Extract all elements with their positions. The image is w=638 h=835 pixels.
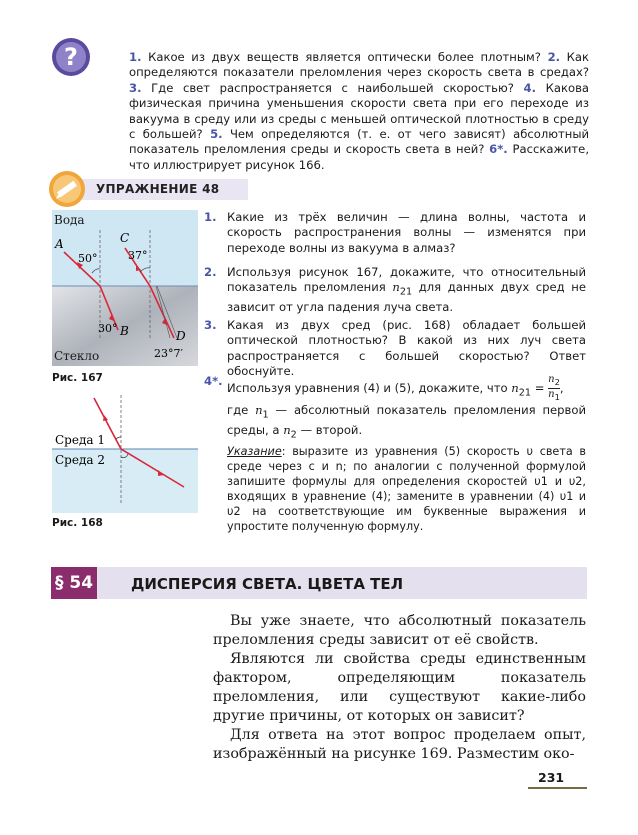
label-glass: Стекло [54, 349, 100, 363]
svg-text:?: ? [64, 43, 78, 71]
task-1: 1. Какие из трёх величин — длина волны, частота и скорость распространения волны — изменятся при переходе волны из вакуума в алмаз? [204, 210, 586, 255]
body-text [213, 612, 586, 764]
caption-168: Рис. 168 [52, 517, 103, 529]
label-water: Вода [54, 213, 85, 227]
caption-167: Рис. 167 [52, 372, 103, 384]
point-a: A [55, 237, 64, 251]
question-icon [51, 37, 91, 77]
paragraph-1: Вы уже знаете, что абсолютный показатель преломления среды зависит от её свойств. [213, 613, 586, 648]
task-4: 4*. Используя уравнения (4) и (5), докажите, что $n_{21}$ = $\frac{n_2}{n_1}$ , где $n_1$ — абсолютный показатель преломления первой среды, а $n_2$ — второй. [204, 374, 586, 440]
angle-50: 50° [78, 252, 98, 265]
section-title: ДИСПЕРСИЯ СВЕТА. ЦВЕТА ТЕЛ [131, 575, 404, 593]
figure-168 [52, 395, 198, 513]
pencil-icon [48, 170, 86, 208]
label-medium-1: Среда 1 [55, 433, 105, 447]
angle-23: 23°7′ [154, 347, 183, 360]
page-number-rule [528, 787, 587, 789]
task-2: 2. Используя рисунок 167, докажите, что относительный показатель преломления $n_{21}$ для данных двух сред не зависит от угла падения луча света. [204, 265, 586, 314]
paragraph-2: Являются ли свойства среды единственным фактором, определяющим показатель преломления, или существуют какие-либо другие причины, от которых он зависит? [213, 651, 586, 724]
review-questions: 1. Какое из двух веществ является оптически более плотным? 2. Как определяются показатели преломления через скорость света в средах? 3. Где свет распространяется с наибольшей скоростью? 4. Какова физическая причина уменьшения скорости света при его переходе из вакуума в среду или из среды с меньшей оптической плотностью в среду с большей? 5. Чем определяются (т. е. от чего зависят) абсолютный показатель преломления среды и скорость света в ней? 6*. Расскажите, что иллюстрирует рисунок 166. [129, 50, 590, 172]
task-4-hint: Указание: выразите из уравнения (5) скорость υ света в среде через c и n; по аналогии с полученной формулой запишите формулы для определения скоростей υ1 и υ2, входящих в уравнение (4); замените в уравнении (4) υ1 и υ2 на соответствующие им буквенные выражения и упростите полученную формулу. [227, 445, 586, 533]
point-c: C [120, 231, 130, 245]
angle-30: 30° [98, 322, 118, 335]
exercise-title: УПРАЖНЕНИЕ 48 [96, 182, 220, 196]
angle-37: 37° [128, 249, 148, 262]
paragraph-3: Для ответа на этот вопрос проделаем опыт, изображённый на рисунке 169. Разместим око- [213, 727, 586, 762]
section-number: § 54 [51, 567, 97, 599]
label-medium-2: Среда 2 [55, 453, 105, 467]
task-3: 3. Какая из двух сред (рис. 168) обладает большей оптической плотностью? В какой из них луч света распространяется с большей скоростью? Ответ обоснуйте. [204, 318, 586, 378]
figure-167 [52, 210, 198, 366]
point-b: B [120, 324, 129, 338]
point-d: D [176, 329, 186, 343]
page-number: 231 [538, 770, 565, 785]
